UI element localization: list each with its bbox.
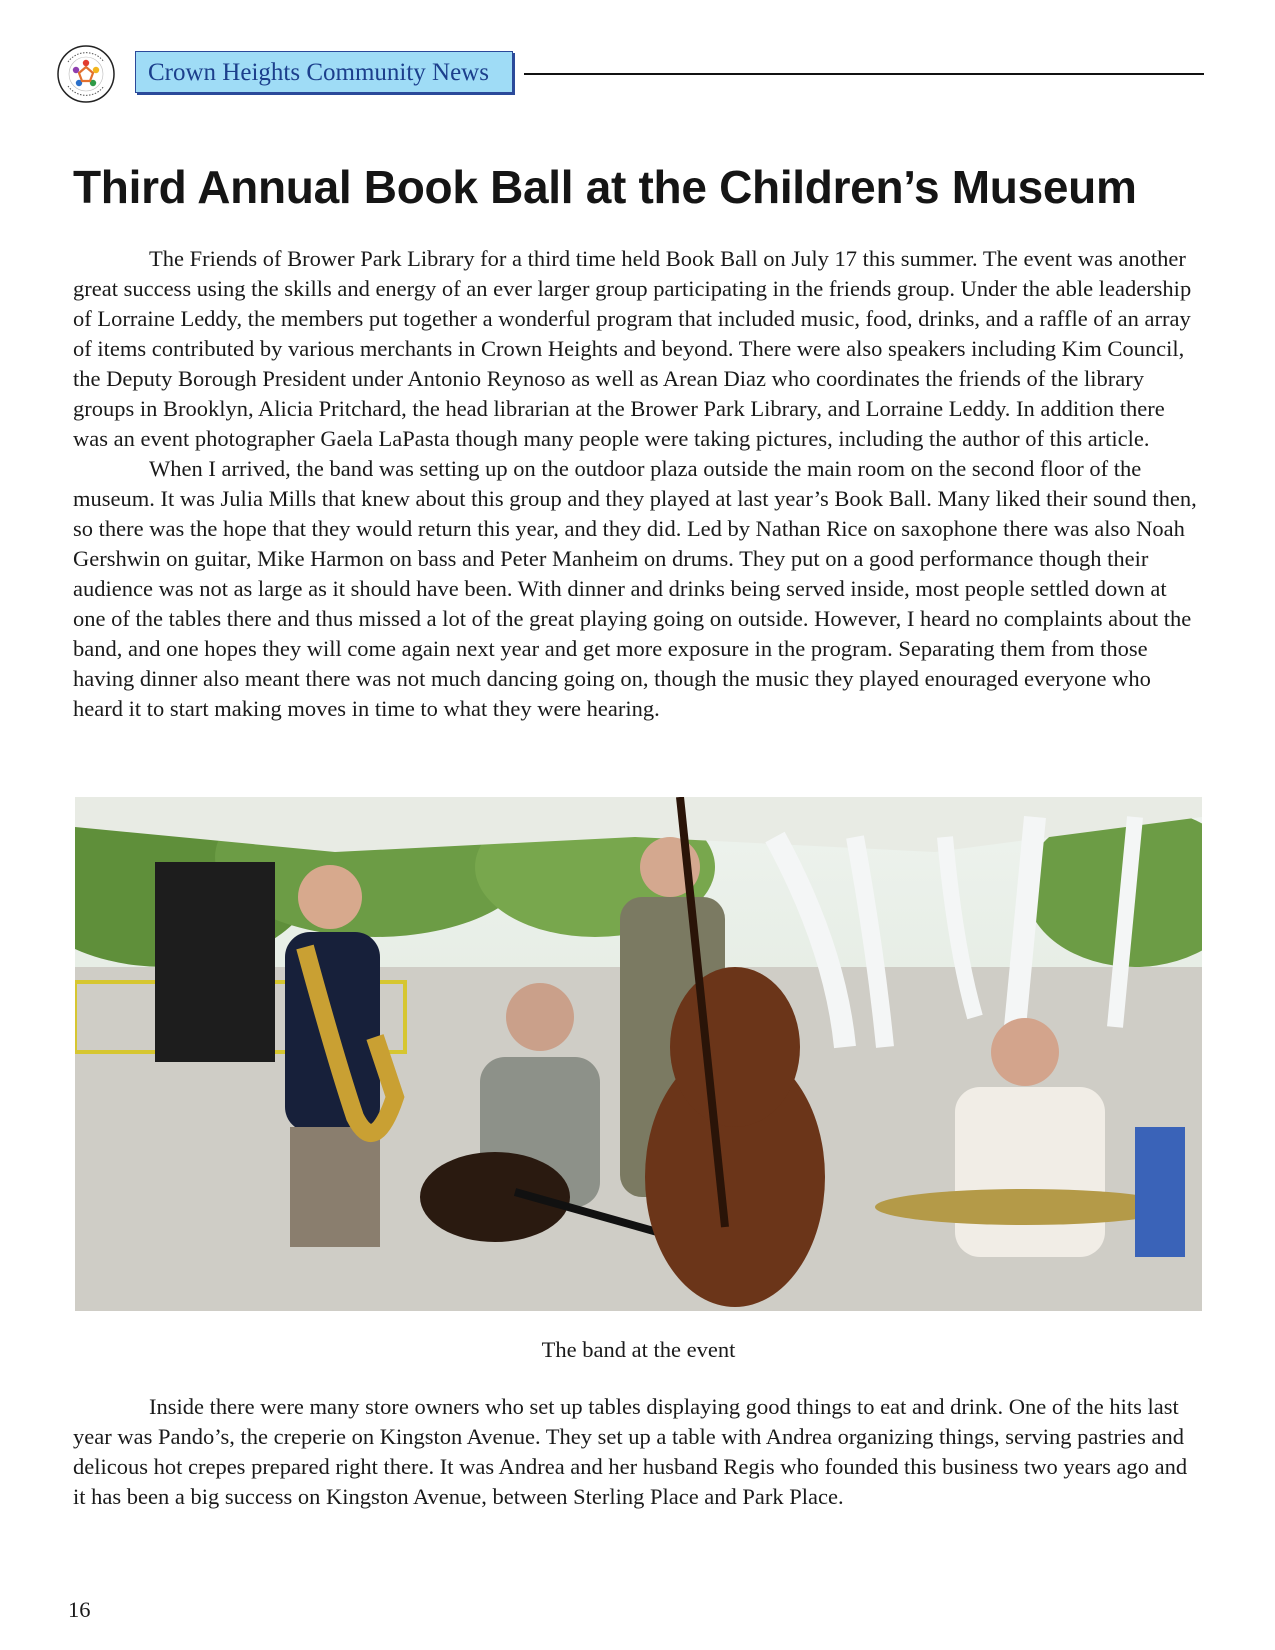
- band-photo-illustration: [75, 797, 1202, 1311]
- article-body-bottom: [73, 1392, 1203, 1512]
- band-photo: [75, 797, 1202, 1311]
- header-rule: [524, 73, 1204, 75]
- article-paragraph: When I arrived, the band was setting up on the outdoor plaza outside the main room on the second floor of the museum. It was Julia Mills that knew about this group and they played at last year’s Book Ball. Many liked their sound then, so there was the hope that they would return this year, and they did. Led by Nathan Rice on saxophone there was also Noah Gershwin on guitar, Mike Harmon on bass and Peter Manheim on drums. They put on a good performance though their audience was not as large as it should have been. With dinner and drinks being served inside, most people settled down at one of the tables there and thus missed a lot of the great playing going on outside. However, I heard no complaints about the band, and one hopes they will come again next year and get more exposure in the program. Separating them from those having dinner also meant there was not much dancing going on, though the music they played enouraged everyone who heard it to start making moves in time to what they were hearing.: [73, 456, 1197, 721]
- article-body-top: [73, 244, 1203, 724]
- publication-name: Crown Heights Community News: [135, 51, 513, 93]
- article-title: Third Annual Book Ball at the Children’s Museum: [73, 161, 1137, 213]
- page-number: 16: [68, 1597, 91, 1622]
- article-paragraph: The Friends of Brower Park Library for a third time held Book Ball on July 17 this summer. The event was another great success using the skills and energy of an ever larger group participating in the friends group. Under the able leadership of Lorraine Leddy, the members put together a wonderful program that included music, food, drinks, and a raffle of an array of items contributed by various merchants in Crown Heights and beyond. There were also speakers including Kim Council, the Deputy Borough President under Antonio Reynoso as well as Arean Diaz who coordinates the friends of the library groups in Brooklyn, Alicia Pritchard, the head librarian at the Brower Park Library, and Lorraine Leddy. In addition there was an event photographer Gaela LaPasta though many people were taking pictures, including the author of this article.: [73, 246, 1192, 451]
- community-logo: [56, 44, 116, 104]
- page-header: [56, 44, 1206, 104]
- photo-caption: The band at the event: [541, 1337, 736, 1362]
- article-paragraph: Inside there were many store owners who set up tables displaying good things to eat and drink. One of the hits last year was Pando’s, the creperie on Kingston Avenue. They set up a table with Andrea organizing things, serving pastries and delicous hot crepes prepared right there. It was Andrea and her husband Regis who founded this business two years ago and it has been a big success on Kingston Avenue, between Sterling Place and Park Place.: [73, 1394, 1188, 1509]
